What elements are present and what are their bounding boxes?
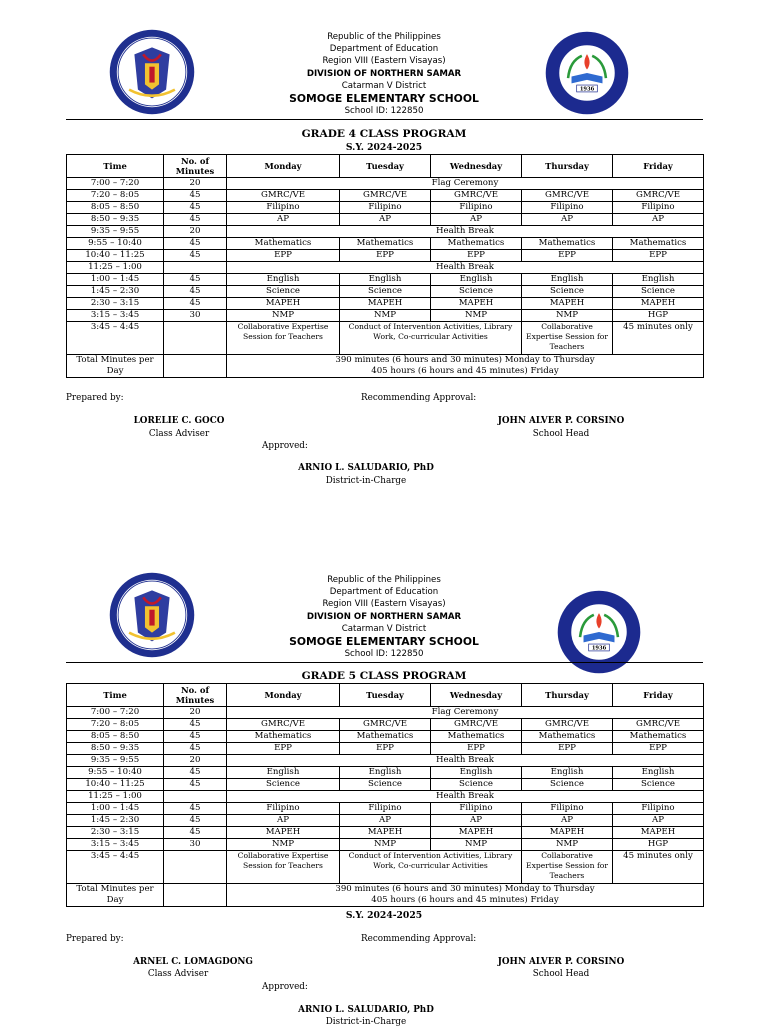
table-row <box>67 310 704 322</box>
collab-cell: Collaborative Expertise Session for Teachers <box>227 851 340 884</box>
table-row <box>67 839 704 851</box>
subject-cell: GMRC/VE <box>227 190 340 202</box>
time-cell: 1:45 – 2:30 <box>67 815 164 827</box>
subject-cell: MAPEH <box>522 298 613 310</box>
intervention-cell: Conduct of Intervention Activities, Library Work, Co-curricular Activities <box>340 322 522 355</box>
subject-cell: Filipino <box>613 803 704 815</box>
subject-cell: Science <box>613 779 704 791</box>
column-header-thursday: Thursday <box>522 684 613 707</box>
adviser-title: Class Adviser <box>148 429 210 439</box>
time-cell: 2:30 – 3:15 <box>67 827 164 839</box>
school-year: S.Y. 2024-2025 <box>345 910 423 921</box>
subject-cell: MAPEH <box>340 298 431 310</box>
time-cell: 1:00 – 1:45 <box>67 274 164 286</box>
subject-cell: EPP <box>340 250 431 262</box>
subject-cell: GMRC/VE <box>431 719 522 731</box>
subject-cell: AP <box>613 214 704 226</box>
letterhead-text <box>234 574 534 660</box>
minutes-cell: 45 <box>164 202 227 214</box>
school-name: SOMOGE ELEMENTARY SCHOOL <box>289 92 479 106</box>
time-cell: 7:20 – 8:05 <box>67 719 164 731</box>
table-row <box>67 226 704 238</box>
prepared-by-label: Prepared by: <box>66 393 124 403</box>
district-line: Catarman V District <box>341 623 427 634</box>
table-row <box>67 202 704 214</box>
subject-cell: EPP <box>522 743 613 755</box>
column-header-tuesday: Tuesday <box>340 155 431 178</box>
time-cell: 8:05 – 8:50 <box>67 202 164 214</box>
adviser-name: LORELIE C. GOCO <box>133 416 225 426</box>
subject-cell: English <box>613 767 704 779</box>
subject-cell: GMRC/VE <box>522 190 613 202</box>
subject-cell: AP <box>227 214 340 226</box>
span-activity-cell: Health Break <box>227 755 704 767</box>
subject-cell: NMP <box>431 839 522 851</box>
time-cell: 11:25 – 1:00 <box>67 791 164 803</box>
column-header-thursday: Thursday <box>522 155 613 178</box>
program-page <box>0 543 768 1027</box>
division-line: DIVISION OF NORTHERN SAMAR <box>306 611 462 622</box>
collab-cell: Collaborative Expertise Session for Teachers <box>227 322 340 355</box>
subject-cell: NMP <box>227 839 340 851</box>
column-header-minutes: No. of Minutes <box>164 684 227 707</box>
svg-text:1936: 1936 <box>579 86 595 93</box>
subject-cell: GMRC/VE <box>340 190 431 202</box>
region-line: Region VIII (Eastern Visayas) <box>322 56 446 67</box>
subject-cell: EPP <box>431 743 522 755</box>
minutes-cell: 20 <box>164 755 227 767</box>
minutes-cell: 45 <box>164 767 227 779</box>
school-head-title: School Head <box>532 969 590 979</box>
table-row <box>67 827 704 839</box>
span-activity-cell: Flag Ceremony <box>227 178 704 190</box>
subject-cell: AP <box>613 815 704 827</box>
minutes-cell: 45 <box>164 779 227 791</box>
subject-cell: AP <box>431 815 522 827</box>
department-line: Department of Education <box>329 587 439 598</box>
time-cell: 10:40 – 11:25 <box>67 250 164 262</box>
minutes-cell: 45 <box>164 719 227 731</box>
minutes-cell: 30 <box>164 310 227 322</box>
subject-cell: NMP <box>522 839 613 851</box>
table-row <box>67 755 704 767</box>
letterhead-divider <box>66 119 703 120</box>
minutes-cell: 45 <box>164 274 227 286</box>
subject-cell: EPP <box>522 250 613 262</box>
table-row <box>67 190 704 202</box>
subject-cell: Mathematics <box>227 731 340 743</box>
time-cell: 3:15 – 3:45 <box>67 839 164 851</box>
subject-cell: Filipino <box>522 803 613 815</box>
subject-cell: Science <box>522 779 613 791</box>
span-activity-cell: Health Break <box>227 226 704 238</box>
table-row <box>67 767 704 779</box>
table-row <box>67 214 704 226</box>
total-label: Total Minutes per Day <box>67 355 164 378</box>
subject-cell: NMP <box>340 310 431 322</box>
time-cell: 9:55 – 10:40 <box>67 767 164 779</box>
total-row <box>67 355 704 378</box>
minutes-cell: 45 <box>164 815 227 827</box>
table-row <box>67 178 704 190</box>
time-cell: 7:20 – 8:05 <box>67 190 164 202</box>
subject-cell: Mathematics <box>613 731 704 743</box>
collab-cell: Collaborative Expertise Session for Teachers <box>522 851 613 884</box>
letterhead <box>0 543 768 663</box>
subject-cell: English <box>522 767 613 779</box>
subject-cell: English <box>227 767 340 779</box>
minutes-cell: 45 <box>164 286 227 298</box>
school-head-title: School Head <box>532 429 590 439</box>
minutes-cell: 45 <box>164 743 227 755</box>
subject-cell: AP <box>522 815 613 827</box>
subject-cell: Science <box>431 779 522 791</box>
subject-cell: AP <box>340 815 431 827</box>
subject-cell: NMP <box>340 839 431 851</box>
subject-cell: MAPEH <box>431 827 522 839</box>
subject-cell: English <box>522 274 613 286</box>
subject-cell: NMP <box>227 310 340 322</box>
minutes-cell <box>164 322 227 355</box>
column-header-wednesday: Wednesday <box>431 684 522 707</box>
total-line-friday: 405 hours (6 hours and 45 minutes) Friday <box>371 895 559 905</box>
school-id: School ID: 122850 <box>344 106 424 117</box>
column-header-minutes: No. of Minutes <box>164 155 227 178</box>
subject-cell: Filipino <box>340 803 431 815</box>
span-activity-cell: Health Break <box>227 791 704 803</box>
table-row <box>67 851 704 884</box>
minutes-cell: 45 <box>164 803 227 815</box>
total-value <box>227 884 704 907</box>
letterhead-divider <box>66 662 703 663</box>
subject-cell: Science <box>613 286 704 298</box>
subject-cell: GMRC/VE <box>613 719 704 731</box>
recommending-label: Recommending Approval: <box>361 393 477 403</box>
subject-cell: Filipino <box>431 202 522 214</box>
time-cell: 2:30 – 3:15 <box>67 298 164 310</box>
total-minutes-cell <box>164 355 227 378</box>
subject-cell: Filipino <box>227 803 340 815</box>
subject-cell: MAPEH <box>613 298 704 310</box>
subject-cell: MAPEH <box>522 827 613 839</box>
time-cell: 1:00 – 1:45 <box>67 803 164 815</box>
table-row <box>67 322 704 355</box>
minutes-cell: 20 <box>164 707 227 719</box>
collab-cell: Collaborative Expertise Session for Teachers <box>522 322 613 355</box>
column-header-friday: Friday <box>613 684 704 707</box>
subject-cell: Mathematics <box>431 238 522 250</box>
schedule-table <box>66 154 704 378</box>
deped-seal-icon <box>108 571 196 659</box>
letterhead <box>0 0 768 120</box>
intervention-cell: Conduct of Intervention Activities, Library Work, Co-curricular Activities <box>340 851 522 884</box>
adviser-title: Class Adviser <box>147 969 209 979</box>
span-activity-cell: Flag Ceremony <box>227 707 704 719</box>
subject-cell: HGP <box>613 310 704 322</box>
table-header-row <box>67 684 704 707</box>
time-cell: 8:50 – 9:35 <box>67 214 164 226</box>
subject-cell: Mathematics <box>340 238 431 250</box>
time-cell: 11:25 – 1:00 <box>67 262 164 274</box>
time-cell: 8:50 – 9:35 <box>67 743 164 755</box>
adviser-name: ARNEL C. LOMAGDONG <box>133 957 253 967</box>
time-cell: 7:00 – 7:20 <box>67 707 164 719</box>
column-header-tuesday: Tuesday <box>340 684 431 707</box>
schedule-table <box>66 683 704 907</box>
subject-cell: Mathematics <box>522 238 613 250</box>
subject-cell: MAPEH <box>613 827 704 839</box>
minutes-cell: 45 <box>164 250 227 262</box>
subject-cell: MAPEH <box>431 298 522 310</box>
subject-cell: AP <box>522 214 613 226</box>
time-cell: 3:15 – 3:45 <box>67 310 164 322</box>
subject-cell: Filipino <box>227 202 340 214</box>
subject-cell: Science <box>227 779 340 791</box>
deped-seal-icon <box>108 28 196 116</box>
minutes-cell: 45 <box>164 214 227 226</box>
hgp-note-cell: 45 minutes only <box>613 322 704 355</box>
subject-cell: Mathematics <box>340 731 431 743</box>
minutes-cell <box>164 262 227 274</box>
subject-cell: English <box>227 274 340 286</box>
subject-cell: Science <box>340 779 431 791</box>
subject-cell: EPP <box>340 743 431 755</box>
subject-cell: Filipino <box>340 202 431 214</box>
table-row <box>67 274 704 286</box>
table-row <box>67 286 704 298</box>
minutes-cell: 45 <box>164 298 227 310</box>
prepared-by-label: Prepared by: <box>66 934 124 944</box>
subject-cell: AP <box>227 815 340 827</box>
subject-cell: GMRC/VE <box>613 190 704 202</box>
span-activity-cell: Health Break <box>227 262 704 274</box>
table-row <box>67 238 704 250</box>
school-id: School ID: 122850 <box>344 649 424 660</box>
minutes-cell: 45 <box>164 827 227 839</box>
subject-cell: Filipino <box>613 202 704 214</box>
time-cell: 8:05 – 8:50 <box>67 731 164 743</box>
subject-cell: EPP <box>613 743 704 755</box>
minutes-cell: 30 <box>164 839 227 851</box>
subject-cell: EPP <box>613 250 704 262</box>
total-value <box>227 355 704 378</box>
district-line: Catarman V District <box>341 80 427 91</box>
subject-cell: Filipino <box>431 803 522 815</box>
program-title: GRADE 5 CLASS PROGRAM <box>301 670 467 682</box>
approved-label: Approved: <box>262 441 308 451</box>
time-cell: 9:35 – 9:55 <box>67 755 164 767</box>
total-label: Total Minutes per Day <box>67 884 164 907</box>
subject-cell: EPP <box>431 250 522 262</box>
school-head-name: JOHN ALVER P. CORSINO <box>497 957 625 967</box>
department-line: Department of Education <box>329 44 439 55</box>
subject-cell: Science <box>340 286 431 298</box>
subject-cell: EPP <box>227 250 340 262</box>
minutes-cell: 45 <box>164 238 227 250</box>
letterhead-text <box>234 31 534 117</box>
table-row <box>67 262 704 274</box>
subject-cell: GMRC/VE <box>522 719 613 731</box>
minutes-cell: 20 <box>164 178 227 190</box>
subject-cell: English <box>340 274 431 286</box>
time-cell: 10:40 – 11:25 <box>67 779 164 791</box>
subject-cell: English <box>431 767 522 779</box>
school-name: SOMOGE ELEMENTARY SCHOOL <box>289 635 479 649</box>
subject-cell: GMRC/VE <box>227 719 340 731</box>
republic-line: Republic of the Philippines <box>327 32 441 42</box>
recommending-label: Recommending Approval: <box>361 934 477 944</box>
time-cell: 3:45 – 4:45 <box>67 851 164 884</box>
school-head-name: JOHN ALVER P. CORSINO <box>497 416 625 426</box>
subject-cell: NMP <box>431 310 522 322</box>
subject-cell: Science <box>431 286 522 298</box>
table-row <box>67 298 704 310</box>
subject-cell: Mathematics <box>613 238 704 250</box>
district-name: ARNIO L. SALUDARIO, PhD <box>298 1005 434 1015</box>
total-line-weekdays: 390 minutes (6 hours and 30 minutes) Monday to Thursday <box>335 355 595 365</box>
subject-cell: MAPEH <box>227 827 340 839</box>
table-row <box>67 707 704 719</box>
column-header-monday: Monday <box>227 155 340 178</box>
subject-cell: English <box>340 767 431 779</box>
subject-cell: Science <box>227 286 340 298</box>
time-cell: 9:55 – 10:40 <box>67 238 164 250</box>
district-title: District-in-Charge <box>325 476 407 486</box>
column-header-time: Time <box>67 684 164 707</box>
table-row <box>67 719 704 731</box>
subject-cell: Filipino <box>522 202 613 214</box>
subject-cell: MAPEH <box>227 298 340 310</box>
subject-cell: GMRC/VE <box>340 719 431 731</box>
region-line: Region VIII (Eastern Visayas) <box>322 599 446 610</box>
svg-text:1936: 1936 <box>591 645 607 652</box>
table-row <box>67 731 704 743</box>
time-cell: 1:45 – 2:30 <box>67 286 164 298</box>
subject-cell: Mathematics <box>522 731 613 743</box>
subject-cell: GMRC/VE <box>431 190 522 202</box>
subject-cell: EPP <box>227 743 340 755</box>
table-header-row <box>67 155 704 178</box>
subject-cell: NMP <box>522 310 613 322</box>
table-row <box>67 815 704 827</box>
subject-cell: English <box>613 274 704 286</box>
subject-cell: Science <box>522 286 613 298</box>
division-line: DIVISION OF NORTHERN SAMAR <box>306 68 462 79</box>
district-name: ARNIO L. SALUDARIO, PhD <box>298 463 434 473</box>
total-row <box>67 884 704 907</box>
school-seal-icon <box>544 30 630 116</box>
subject-cell: MAPEH <box>340 827 431 839</box>
table-row <box>67 743 704 755</box>
hgp-note-cell: 45 minutes only <box>613 851 704 884</box>
republic-line: Republic of the Philippines <box>327 575 441 585</box>
school-year: S.Y. 2024-2025 <box>345 142 423 153</box>
time-cell: 3:45 – 4:45 <box>67 322 164 355</box>
total-line-friday: 405 hours (6 hours and 45 minutes) Friday <box>371 366 559 376</box>
table-row <box>67 803 704 815</box>
table-row <box>67 791 704 803</box>
column-header-time: Time <box>67 155 164 178</box>
time-cell: 9:35 – 9:55 <box>67 226 164 238</box>
subject-cell: English <box>431 274 522 286</box>
total-minutes-cell <box>164 884 227 907</box>
subject-cell: HGP <box>613 839 704 851</box>
subject-cell: AP <box>431 214 522 226</box>
minutes-cell <box>164 851 227 884</box>
table-row <box>67 250 704 262</box>
column-header-wednesday: Wednesday <box>431 155 522 178</box>
minutes-cell: 20 <box>164 226 227 238</box>
program-title: GRADE 4 CLASS PROGRAM <box>301 128 467 140</box>
subject-cell: Mathematics <box>431 731 522 743</box>
time-cell: 7:00 – 7:20 <box>67 178 164 190</box>
minutes-cell: 45 <box>164 731 227 743</box>
table-row <box>67 779 704 791</box>
district-title: District-in-Charge <box>325 1017 407 1027</box>
subject-cell: Mathematics <box>227 238 340 250</box>
column-header-monday: Monday <box>227 684 340 707</box>
subject-cell: AP <box>340 214 431 226</box>
minutes-cell: 45 <box>164 190 227 202</box>
approved-label: Approved: <box>262 982 308 992</box>
total-line-weekdays: 390 minutes (6 hours and 30 minutes) Monday to Thursday <box>335 884 595 894</box>
minutes-cell <box>164 791 227 803</box>
program-page <box>0 0 768 486</box>
column-header-friday: Friday <box>613 155 704 178</box>
